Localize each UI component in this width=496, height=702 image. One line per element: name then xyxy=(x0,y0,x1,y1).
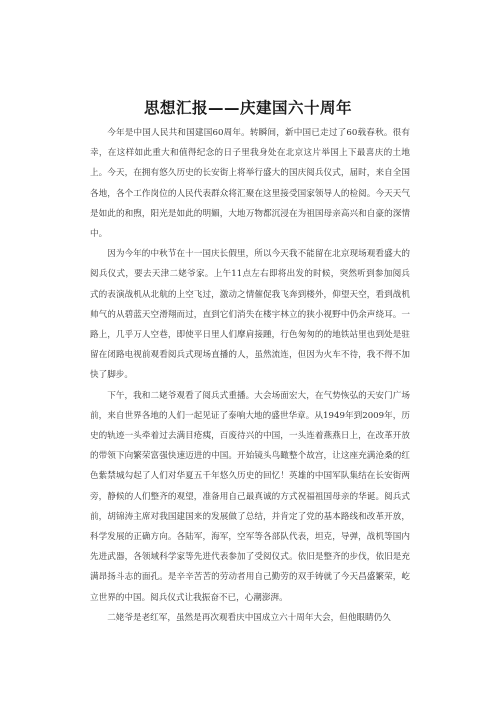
paragraph: 二姥爷是老红军，虽然是再次观看庆中国成立六十周年大会，但他眼睛仍久 xyxy=(107,612,391,623)
paragraph: 下午，我和二姥爷观看了阅兵式重播。大会场面宏大，在气势恢弘的天安门广场前，来自世界各地的人们一起见证了泰响大地的盛世华章。从1949年到2009年，历史的轨迹一头牵着过去满目疮痍，百废待兴的中国，一头连着燕燕日上，在改革开放的带领下向繁荣富强快速迈进的中国。开始镜头鸟瞰整个故宫，让这座充满沧桑的红色紫禁城勾起了人们对华夏五千年悠久历史的回忆！英雄的中国军队集结在长安街两旁，静候的人们整齐的观望，准备用自己最真诚的方式祝福祖国母亲的华诞。阅兵式前，胡锦涛主席对我国建国来的发展做了总结，并肯定了党的基本路线和改革开放，科学发展的正确方向。各陆军，海军，空军等各部队代表，坦克，导弹，战机等国内先进武器，各领域科学家等先进代表参加了受阅仪式。依旧是整齐的步伐，依旧是充满昂扬斗志的面孔。是辛辛苦苦的劳动者用自己勤劳的双手铸就了今天昌盛繁荣，屹立世界的中国。阅兵仪式让我振奋不已，心潮澎湃。 xyxy=(90,390,410,603)
document-title: 思想汇报——庆建国六十周年 xyxy=(143,99,352,117)
document-body xyxy=(90,123,410,628)
paragraph: 今年是中国人民共和国建国60周年。转瞬间，新中国已走过了60载春秋。很有幸，在这样如此重大和值得纪念的日子里我身处在北京这片举国上下最喜庆的土地上。今天，在拥有悠久历史的长安街上将举行盛大的国庆阅兵仪式，届时，来自全国各地，各个工作岗位的人民代表群众将汇聚在这里接受国家领导人的检阅。今天天气是如此的和煦，阳光是如此的明媚，大地万物都沉浸在为祖国母亲高兴和自豪的深情中。 xyxy=(90,128,410,240)
paragraph: 因为今年的中秋节在十一国庆长假里，所以今天我不能留在北京现场观看盛大的阅兵仪式，要去天津二姥爷家。上午11点左右即将出发的时候，突然听到参加阅兵式的表演战机从北航的上空飞过，激动之情催促我飞奔到楼外，仰望天空，看到战机帅气的从碧蓝天空滑翔而过，直到它们消失在楼宇林立的狭小视野中仍余声绕耳。一路上，几乎万人空巷，即使平日里人们摩肩接踵，行色匆匆的的地铁站里也到处是驻留在闭路电视前观看阅兵式现场直播的人，虽然流连，但因为火车不待，我不得不加快了脚步。 xyxy=(90,249,410,381)
